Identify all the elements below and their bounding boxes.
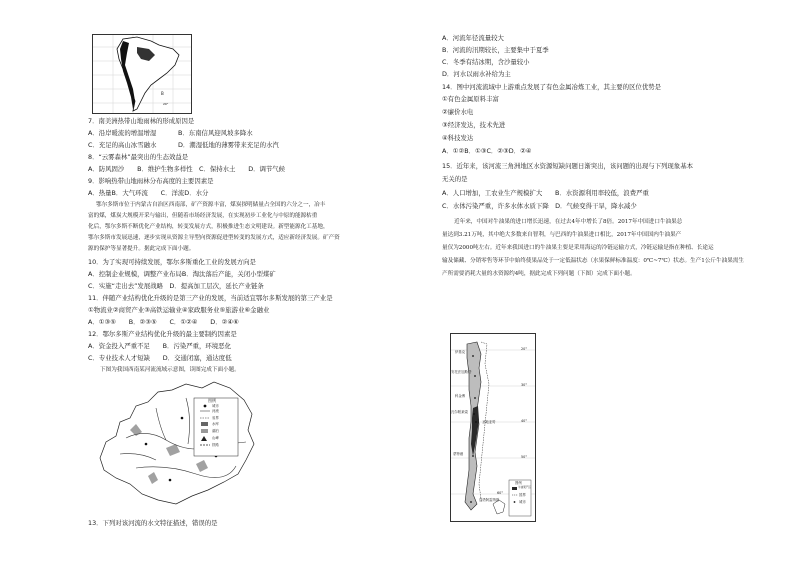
q14-options: A．①②B．①③C．②③D．②④	[442, 147, 532, 155]
chile-legend-item: 牛油果产区	[518, 486, 531, 489]
q15-options-cd: C．水体污染严重，许多水体水质下降 D．气候变得干旱，降水减少	[442, 202, 637, 210]
map-2-legend-item: 河流	[212, 409, 219, 413]
q13-option-c: C．冬季有结冰期，含沙量较小	[442, 58, 530, 66]
q12-stem: 12．鄂尔多斯产业结构优化升级的最主要制约因素是	[88, 330, 237, 338]
q13-option-a: A．河流年径流量较大	[442, 34, 504, 42]
svg-text:B: B	[161, 91, 164, 96]
chile-region-label: 蒙特港	[453, 452, 464, 456]
chile-region-label: 圣地亚哥	[482, 420, 496, 424]
chile-lat-label: 30°	[521, 383, 528, 387]
q13-stem: 13．下列对该河流的水文特征描述，错误的是	[88, 519, 218, 527]
river-basin-map-graphic	[96, 378, 256, 512]
chile-lat-label: 50°	[521, 455, 528, 459]
map-2-legend-item: 山峰	[212, 436, 219, 440]
q11-options: A．①③⑤ B．②③⑤ C．①②④ D．②④⑥	[88, 318, 239, 326]
q14-stem: 14．图中河流流域中上游重点发展了有色金属冶炼工业，其主要的区位优势是	[442, 83, 662, 91]
passage-2-line-1: 近年来，中国对牛油果的进口增长迅速，在过去4年中增长了8倍。2017年中国进口牛油果总	[454, 219, 683, 225]
map-2-legend-item: 湖泊	[212, 429, 219, 433]
chile-region-label: 蓬塔阿雷纳斯	[479, 498, 500, 502]
q7-option-c: C．充足的高山冰雪融水	[88, 141, 157, 149]
q15-stem-line-1: 15．近年来，该河流三角洲地区水资源短缺问题日渐突出，该问题的出现与下列现象基本	[442, 162, 693, 170]
q11-stem: 11．伴随产业结构优化升级的是第三产业的发展，当前适宜鄂尔多斯发展的第三产业是	[88, 294, 333, 302]
south-america-map	[92, 34, 192, 114]
chile-region-label: 瓦尔帕莱索	[451, 410, 468, 414]
passage-1-line-1: 鄂尔多斯市位于内蒙古自治区西南部，矿产资源丰富，煤炭探明储量占全国的六分之一，冶丰	[96, 202, 326, 208]
q10-options-cd: C．实施“走出去”发展战略 D．提高加工层次，延长产业链条	[88, 282, 264, 290]
chile-map	[450, 333, 536, 522]
q10-options-ab: A．控制企业规模，调整产业布局B．淘汰落后产能，关闭小型煤矿	[88, 270, 276, 278]
passage-2-line-4: 输及储藏、分销零售等环节中始终使果品处于一定低温状态（水果保鲜标准温度：0℃~7℃）状态。生产1公斤牛油果需生	[442, 258, 744, 264]
river-basin-map	[96, 378, 256, 512]
q7-option-a: A．沿岸暖流的增温增湿	[88, 129, 157, 137]
passage-2-line-2: 量达到3.21万吨，其中绝大多数来自智利，与巴西的牛油果进口相比，2017年中国国内牛油果产	[442, 232, 682, 238]
chile-region-label: 安托法加斯塔	[451, 370, 472, 374]
q8-stem: 8．“云雾森林”最突出的生态效益是	[88, 153, 189, 161]
chile-legend-item: 国界	[519, 493, 526, 497]
q15-options-ab: A．人口增加，工农业生产规模扩大 B．水资源利用率较低，浪费严重	[442, 189, 649, 197]
map-2-legend-title: 图例	[208, 398, 216, 403]
q9-stem: 9．影响热带山地雨林分布高度的主要因素是	[88, 177, 214, 185]
chile-region-label: 科金博	[455, 394, 466, 398]
q14-item-2: ②廉价水电	[442, 108, 474, 116]
q14-item-4: ④科技发达	[442, 134, 474, 142]
chile-lat-label: 20°	[521, 347, 528, 351]
map-2-legend-item: 水库	[212, 422, 219, 426]
map-2-intro: 下图为我国西南某河流流域示意图，读图完成下面小题。	[100, 367, 240, 373]
svg-text:20°: 20°	[163, 102, 169, 106]
q9-options: A．热量B．大气环流 C．洋流D．水分	[88, 189, 209, 197]
q14-item-1: ①有色金属原料丰富	[442, 95, 499, 103]
q13-option-d: D．河水以雨水补给为主	[442, 70, 511, 78]
passage-1-line-2: 富的煤，煤炭大规模开采与输出，但随着市场经济发展，在实现初步工业化与中原的能源枯重	[88, 213, 318, 219]
q13-option-b: B．河流的汛期较长，主要集中于夏季	[442, 46, 549, 54]
passage-1-line-3: 化后，鄂尔多斯不断优化产业结构，转变发展方式，积极推进生态文明建设。新型能源化工基地，	[88, 224, 329, 230]
q10-stem: 10．为了实现可持续发展，鄂尔多斯重化工业的发展方向是	[88, 258, 256, 266]
q12-options-cd: C．专业技术人才短缺 D．交通闭塞，通达度低	[88, 354, 232, 362]
q14-item-3: ③经济发达，技术先进	[442, 121, 506, 129]
passage-1-line-4: 鄂尔多斯市发展迅速，逐步实现从资源主导型向资源促进型转变的发展方式，适应新经济发展。矿产资	[88, 235, 340, 241]
passage-1-line-5: 源的保护等显著提升。据此完成下面小题。	[88, 246, 195, 252]
map-2-legend-item: 城市	[212, 404, 219, 408]
south-america-map-graphic	[93, 35, 191, 113]
q7-option-b: B．东南信风迎风坡多降水	[178, 129, 253, 137]
map-2-legend-item: 省界	[212, 416, 219, 420]
passage-2-line-5: 产所需要消耗大量的水资源约4吨，据此完成下列问题（下图）完成下面小题。	[442, 271, 636, 277]
chile-lat-label: 40°	[521, 419, 528, 423]
q15-stem-line-2: 无关的是	[442, 175, 468, 183]
q7-stem: 7．南美洲热带山地雨林的形成原因是	[88, 117, 195, 125]
chile-legend-title: 图例	[515, 481, 522, 485]
q7-option-d: D．潮湿低地的薄雾带来充足的水汽	[178, 141, 279, 149]
q12-options-ab: A．资金投入严重不足 B．污染严重，环境恶化	[88, 342, 231, 350]
passage-2-line-3: 量仅为2000吨左右。近年来我国进口的牛油果主要是采用海运的冷链运输方式，冷链运输是指在种植、长途运	[442, 245, 714, 251]
chile-legend-item: 城市	[519, 500, 526, 504]
chile-lat-label: 60°	[497, 491, 504, 495]
map-2-legend-item: 铁路	[212, 443, 219, 447]
q11-items: ①物流业②商贸产业③高铁运输业④家政服务业⑤旅游业⑥金融业	[88, 306, 270, 314]
q8-options: A．防风固沙 B．维护生物多样性 C．保持水土 D．调节气候	[88, 165, 286, 173]
chile-region-label: 伊基克	[455, 350, 466, 354]
